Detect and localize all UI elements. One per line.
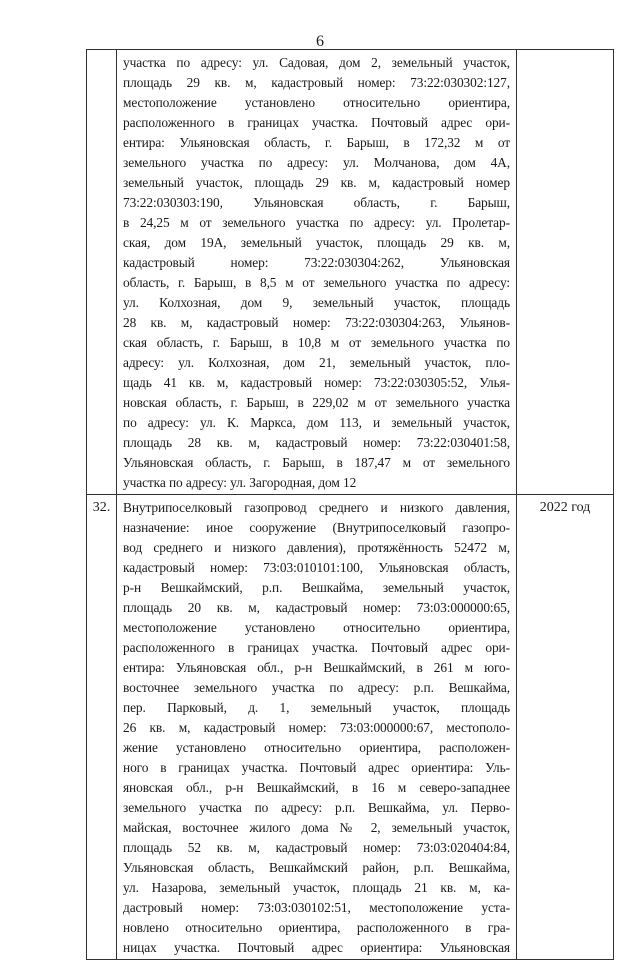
text-line: земельного участка по адресу: ул. Молчанова, дом 4А,: [123, 155, 510, 170]
text-line: местоположение установлено относительно ориентира,: [123, 95, 510, 110]
text-line: ентира: Ульяновская область, г. Барыш, в 172,32 м от: [123, 135, 510, 150]
row-number-cell: [87, 50, 117, 495]
description-text: [117, 50, 516, 494]
text-line: пер. Парковый, д. 1, земельный участок, площадь: [123, 700, 510, 715]
text-line: участка по адресу: ул. Загородная, дом 12: [123, 475, 357, 490]
year-cell: [517, 50, 614, 495]
text-line: область, г. Барыш, в 8,5 м от земельного участка по адресу:: [123, 275, 510, 290]
page-number: 6: [316, 33, 324, 50]
text-line: Ульяновская область, г. Барыш, в 187,47 м от земельного: [123, 455, 510, 470]
text-line: площадь 20 кв. м, кадастровый номер: 73:03:000000:65,: [123, 600, 510, 615]
text-line: площадь 29 кв. м, кадастровый номер: 73:22:030302:127,: [123, 75, 510, 90]
text-line: вод среднего и низкого давления), протяжённость 52472 м,: [123, 540, 510, 555]
table-row: [87, 495, 614, 960]
text-line: расположенного в границах участка. Почтовый адрес ори-: [123, 640, 510, 655]
text-line: назначение: иное сооружение (Внутрипоселковый газопро-: [123, 520, 510, 535]
text-line: ного в границах участка. Почтовый адрес ориентира: Уль-: [123, 760, 510, 775]
text-line: новлено относительно ориентира, расположенного в гра-: [123, 920, 510, 935]
year-value: [517, 50, 613, 53]
row-number: 32.: [92, 500, 111, 515]
text-line: 73:22:030303:190, Ульяновская область, г. Барыш,: [123, 195, 510, 210]
text-line: в 24,25 м от земельного участка по адресу: ул. Пролетар-: [123, 215, 510, 230]
text-line: 28 кв. м, кадастровый номер: 73:22:030304:263, Ульянов-: [123, 315, 510, 330]
text-line: ницах участка. Почтовый адрес ориентира: Ульяновская: [123, 940, 510, 955]
text-line: адресу: ул. Колхозная, дом 21, земельный участок, пло-: [123, 355, 510, 370]
text-line: щадь 41 кв. м, кадастровый номер: 73:22:030305:52, Улья-: [123, 375, 510, 390]
text-line: новская область, г. Барыш, в 229,02 м от земельного участка: [123, 395, 510, 410]
text-line: Внутрипоселковый газопровод среднего и низкого давления,: [123, 500, 510, 515]
text-line: восточнее земельного участка по адресу: р.п. Вешкайма,: [123, 680, 510, 695]
text-line: жение установлено относительно ориентира, расположен-: [123, 740, 510, 755]
row-number-cell: [87, 495, 117, 960]
text-line: земельного участка по адресу: р.п. Вешкайма, ул. Перво-: [123, 800, 510, 815]
text-line: кадастровый номер: 73:03:010101:100, Ульяновская область,: [123, 560, 510, 575]
text-line: 26 кв. м, кадастровый номер: 73:03:000000:67, местополо-: [123, 720, 510, 735]
text-line: ская, дом 19А, земельный участок, площадь 29 кв. м,: [123, 235, 510, 250]
text-line: дастровый номер: 73:03:030102:51, местоположение уста-: [123, 900, 510, 915]
text-line: кадастровый номер: 73:22:030304:262, Ульяновская: [123, 255, 510, 270]
text-line: площадь 52 кв. м, кадастровый номер: 73:03:020404:84,: [123, 840, 510, 855]
text-line: майская, восточнее жилого дома № 2, земельный участок,: [123, 820, 510, 835]
text-line: р-н Вешкаймский, р.п. Вешкайма, земельный участок,: [123, 580, 510, 595]
description-cell: [117, 495, 517, 960]
text-line: ул. Колхозная, дом 9, земельный участок, площадь: [123, 295, 510, 310]
text-line: яновская обл., р-н Вешкаймский, в 16 м северо-западнее: [123, 780, 510, 795]
text-line: ул. Назарова, земельный участок, площадь 21 кв. м, ка-: [123, 880, 510, 895]
description-text: [117, 495, 516, 959]
text-line: ская область, г. Барыш, в 10,8 м от земельного участка по: [123, 335, 510, 350]
table-row: [87, 50, 614, 495]
text-line: ентира: Ульяновская обл., р-н Вешкаймский, в 261 м юго-: [123, 660, 510, 675]
year-cell: [517, 495, 614, 960]
text-line: площадь 28 кв. м, кадастровый номер: 73:22:030401:58,: [123, 435, 510, 450]
text-line: расположенного в границах участка. Почтовый адрес ори-: [123, 115, 510, 130]
document-table: [86, 49, 614, 960]
text-line: Ульяновская область, Вешкаймский район, р.п. Вешкайма,: [123, 860, 510, 875]
description-cell: [117, 50, 517, 495]
text-line: земельный участок, площадь 29 кв. м, кадастровый номер: [123, 175, 510, 190]
text-line: участка по адресу: ул. Садовая, дом 2, земельный участок,: [123, 55, 510, 70]
row-number: [87, 50, 116, 53]
year-value: 2022 год: [539, 500, 591, 515]
text-line: по адресу: ул. К. Маркса, дом 113, и земельный участок,: [123, 415, 510, 430]
text-line: местоположение установлено относительно ориентира,: [123, 620, 510, 635]
